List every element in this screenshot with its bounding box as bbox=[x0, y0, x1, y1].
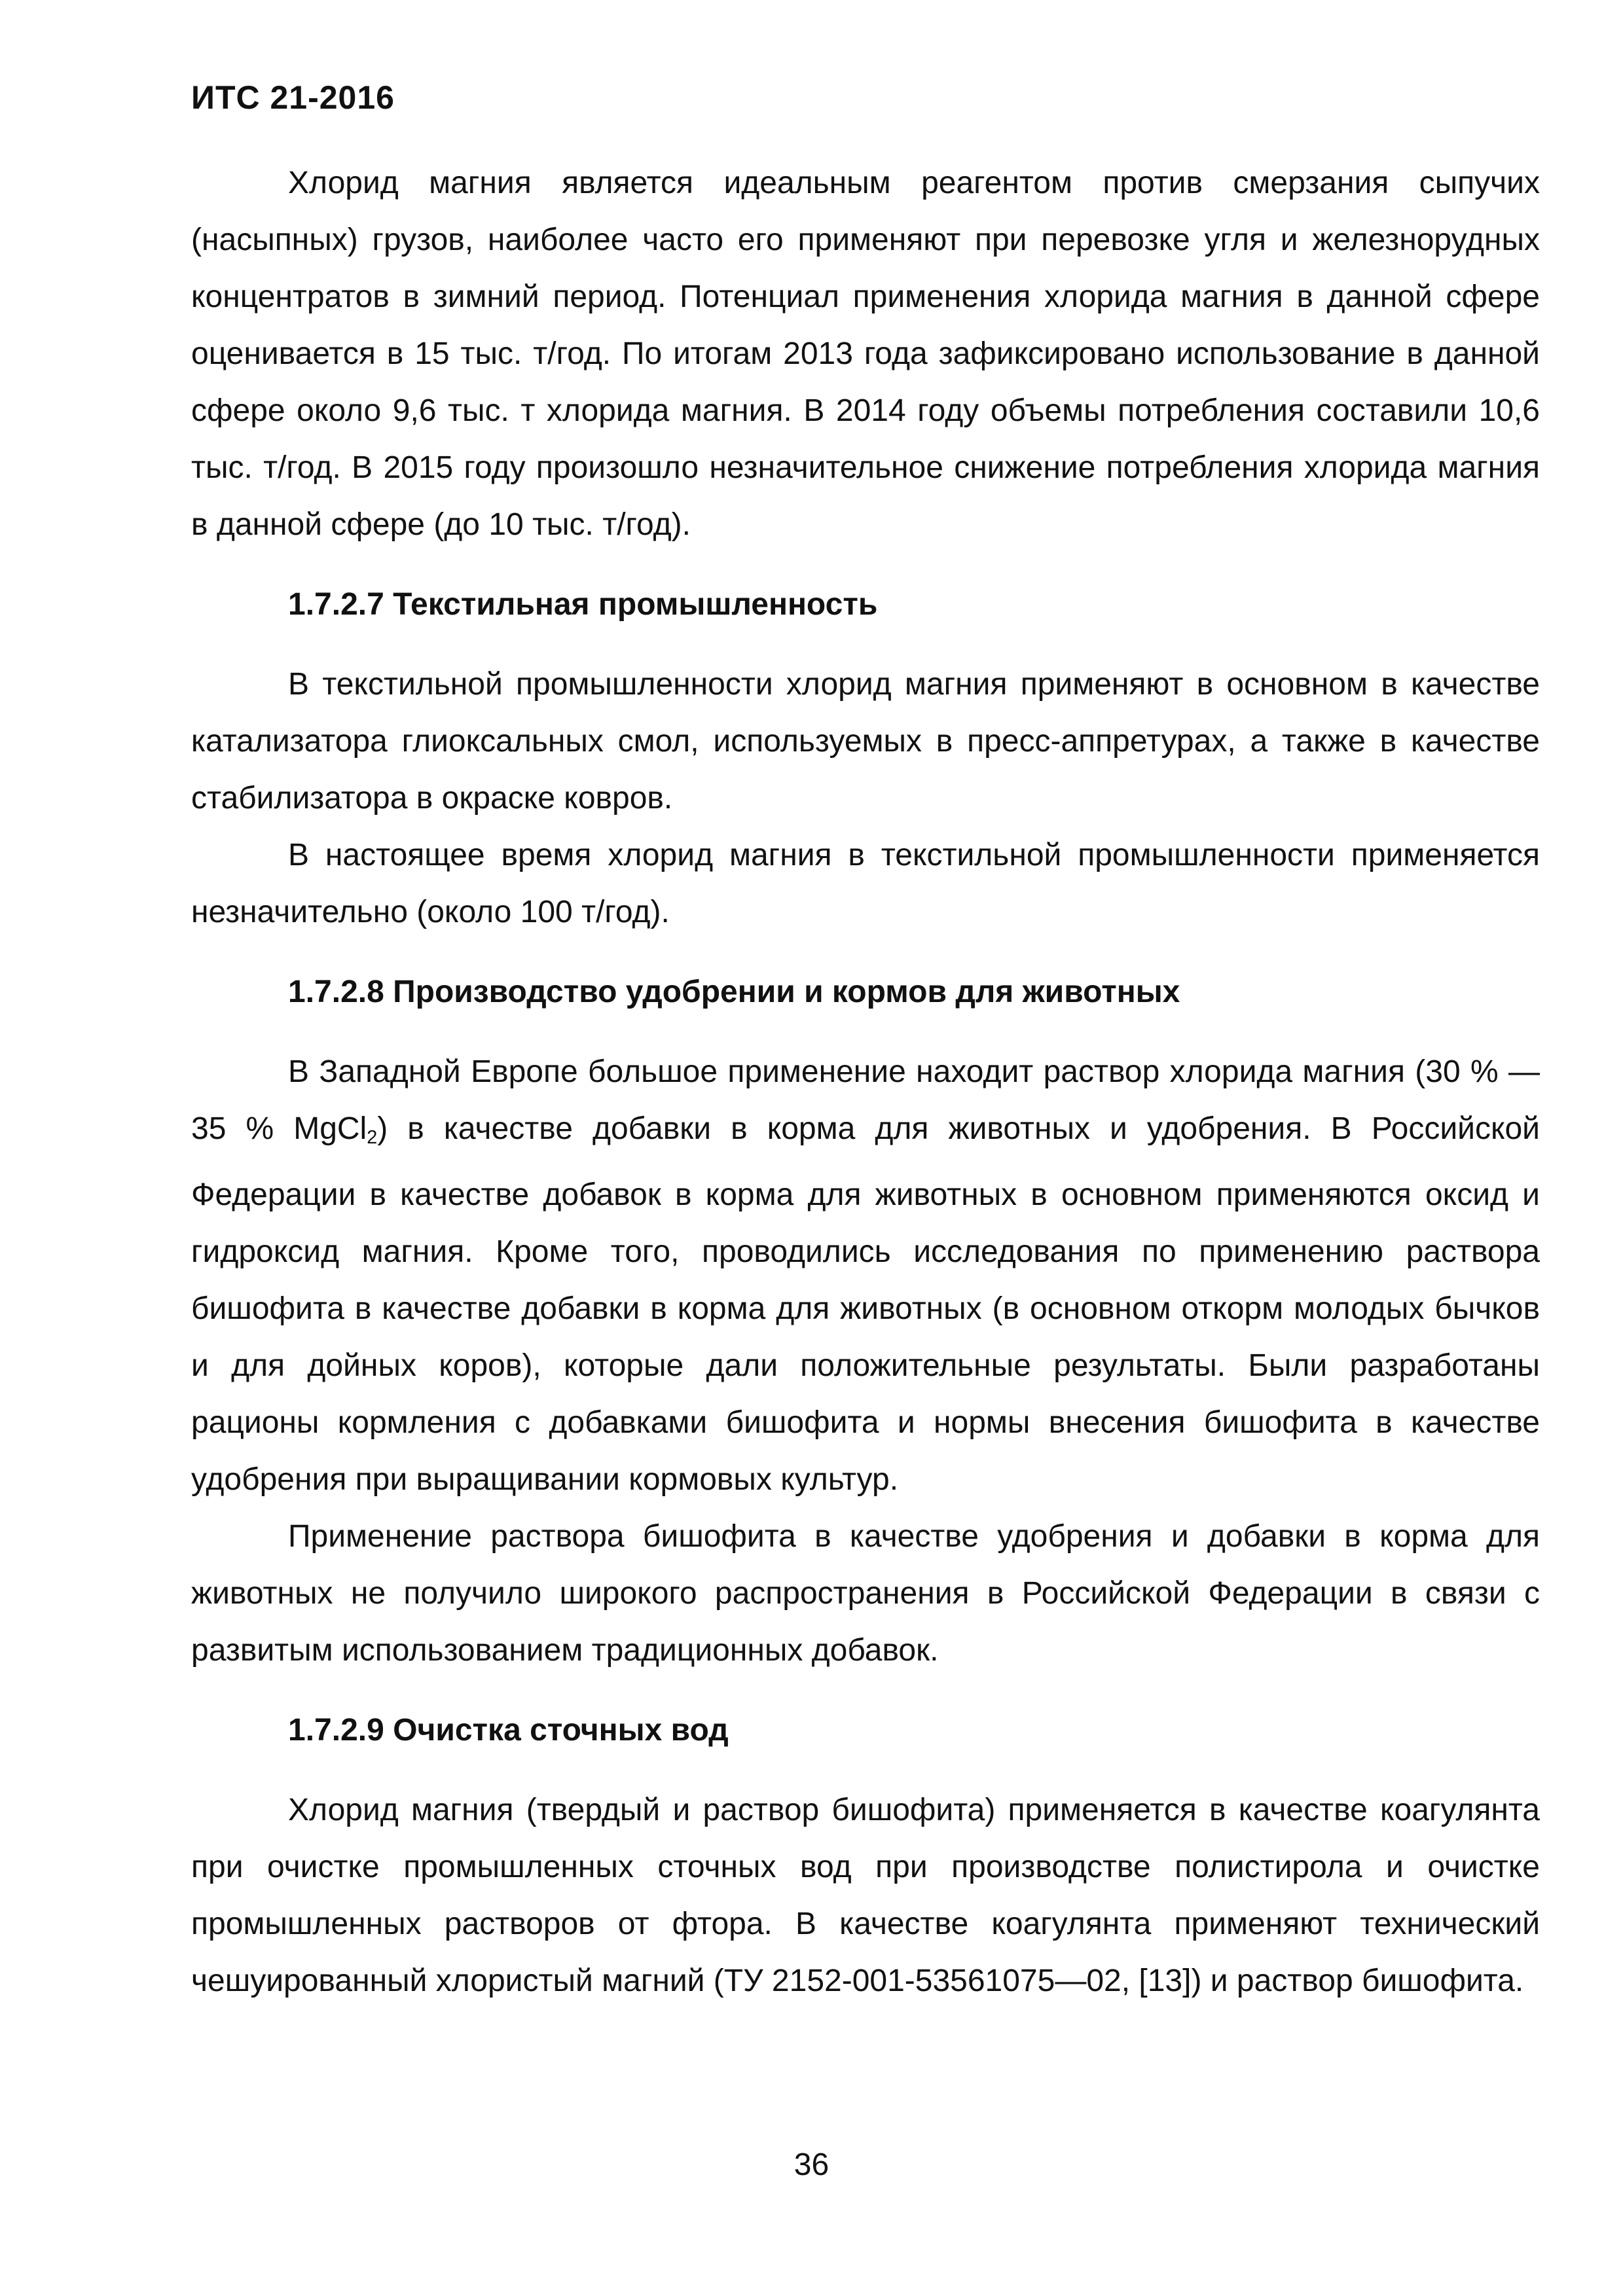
subscript: 2 bbox=[367, 1126, 378, 1148]
paragraph: Применение раствора бишофита в качестве удобрения и добавки в корма для животных не получило широкого распространения в Российской Федерации в связи с развитым использованием традиционных добавок. bbox=[191, 1518, 1540, 1668]
paragraph-text: ) в качестве добавки в корма для животных и удобрения. В Российской Федерации в качестве добавок в корма для животных в основном применяются оксид и гидроксид магния. Кроме того, проводились исследования по применению раствора бишофита в качестве добавки в корма для животных (в основном откорм молодых бычков и для дойных коров), которые дали положительные результаты. Были разработаны рационы кормления с добавками бишофита и нормы внесения бишофита в качестве удобрения при выращивании кормовых культур. bbox=[191, 1111, 1540, 1497]
section-heading-wastewater: 1.7.2.9 Очистка сточных вод bbox=[288, 1712, 729, 1748]
paragraph: В настоящее время хлорид магния в текстильной промышленности применяется незначительно (около 100 т/год). bbox=[191, 838, 1540, 929]
intro-paragraph: Хлорид магния является идеальным реагентом против смерзания сыпучих (насыпных) грузов, наиболее часто его применяют при перевозке угля и железнорудных концентратов в зимний период. Потенциал применения хлорида магния в данной сфере оценивается в 15 тыс. т/год. По итогам 2013 года зафиксировано использование в данной сфере около 9,6 тыс. т хлорида магния. В 2014 году объемы потребления составили 10,6 тыс. т/год. В 2015 году произошло незначительное снижение потребления хлорида магния в данной сфере (до 10 тыс. т/год). bbox=[191, 166, 1540, 542]
document-body bbox=[191, 154, 1540, 2009]
section-heading-textile: 1.7.2.7 Текстильная промышленность bbox=[288, 587, 878, 622]
paragraph-text: В Западной Европе большое применение находит раствор хлорида магния (30 % — 35 % MgCl bbox=[191, 1054, 1540, 1146]
paragraph: В текстильной промышленности хлорид магния применяют в основном в качестве катализатора глиоксальных смол, используемых в пресс-аппретурах, а также в качестве стабилизатора в окраске ковров. bbox=[191, 667, 1540, 816]
paragraph bbox=[191, 1043, 1540, 1508]
page-number: 36 bbox=[793, 2147, 830, 2182]
document-code-header: ИТС 21-2016 bbox=[191, 79, 395, 116]
paragraph: Хлорид магния (твердый и раствор бишофита) применяется в качестве коагулянта при очистке промышленных сточных вод при производстве полистирола и очистке промышленных растворов от фтора. В качестве коагулянта применяют технический чешуированный хлористый магний (ТУ 2152-001-53561075—02, [13]) и раствор бишофита. bbox=[191, 1792, 1540, 1998]
section-heading-fertilizer-feed: 1.7.2.8 Производство удобрении и кормов для животных bbox=[288, 975, 1180, 1009]
